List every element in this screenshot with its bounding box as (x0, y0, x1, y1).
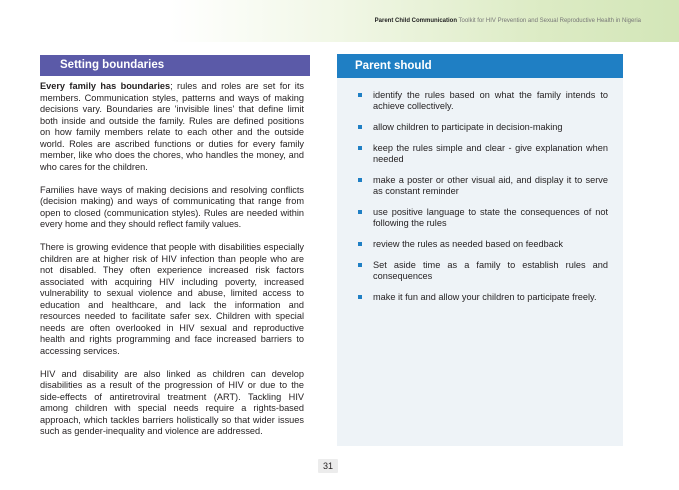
square-bullet-icon (358, 93, 362, 97)
list-item (358, 239, 608, 250)
list-item (358, 90, 608, 112)
list-item (358, 143, 608, 165)
list-item (358, 175, 608, 197)
list-item-text: make it fun and allow your children to participate freely. (373, 292, 597, 302)
header-title-rest: Toolkit for HIV Prevention and Sexual Reproductive Health in Nigeria (457, 18, 641, 24)
square-bullet-icon (358, 210, 362, 214)
section-heading-parent-should: Parent should (337, 54, 623, 78)
list-item-text: make a poster or other visual aid, and display it to serve as constant reminder (373, 175, 608, 196)
running-header (375, 18, 641, 24)
page-number: 31 (318, 459, 338, 473)
list-item-text: allow children to participate in decision-making (373, 122, 563, 132)
square-bullet-icon (358, 295, 362, 299)
square-bullet-icon (358, 125, 362, 129)
paragraph-1-lead: Every family has boundaries (40, 81, 171, 91)
square-bullet-icon (358, 178, 362, 182)
paragraph-1-text: ; rules and roles are set for its members. Communication styles, patterns and ways of making decisions vary. Boundaries are 'invisible lines' that define limit both inside and outside the family. Rules are defined positions on how family members relate to each other and the outside world. Roles are ascribed functions or duties for every family member, like who does the chores, who handles the money, and who cares for the children. (40, 81, 304, 172)
list-item-text: identify the rules based on what the family intends to achieve collectively. (373, 90, 608, 111)
left-column-body (40, 81, 304, 449)
parent-should-list (358, 90, 608, 313)
paragraph-1 (40, 81, 304, 173)
list-item-text: use positive language to state the consequences of not following the rules (373, 207, 608, 228)
square-bullet-icon (358, 146, 362, 150)
paragraph-4: HIV and disability are also linked as children can develop disabilities as a result of the progression of HIV or due to the side-effects of antiretroviral treatment (ART). Tackling HIV among children with special needs require a rights-based approach, which tackles barriers holistically so that wider issues such as gender-inequality and violence are addressed. (40, 368, 304, 436)
section-heading-setting-boundaries: Setting boundaries (40, 55, 310, 76)
list-item-text: keep the rules simple and clear - give explanation when needed (373, 143, 608, 164)
list-item (358, 292, 608, 303)
list-item-text: review the rules as needed based on feedback (373, 239, 564, 249)
list-item (358, 260, 608, 282)
paragraph-3: There is growing evidence that people with disabilities especially children are at higher risk of HIV infection than people who are not disabled. They often experience increased risk factors associated with acquiring HIV including poverty, increased vulnerability to sexual violence and abuse, limited access to education and healthcare, and lack the information and resources needed to facilitate safer sex. Children with special needs are often overlooked in HIV sexual and reproductive health and rights programming and face increased barriers to accessing services. (40, 242, 304, 356)
square-bullet-icon (358, 263, 362, 267)
paragraph-2: Families have ways of making decisions and resolving conflicts (decision making) and ways of communicating that range from open to closed (communication styles). Rules are needed within every home and they should reflect family values. (40, 184, 304, 229)
list-item (358, 207, 608, 229)
square-bullet-icon (358, 242, 362, 246)
list-item-text: Set aside time as a family to establish rules and consequences (373, 260, 608, 281)
list-item (358, 122, 608, 133)
header-title-bold: Parent Child Communication (374, 18, 457, 24)
